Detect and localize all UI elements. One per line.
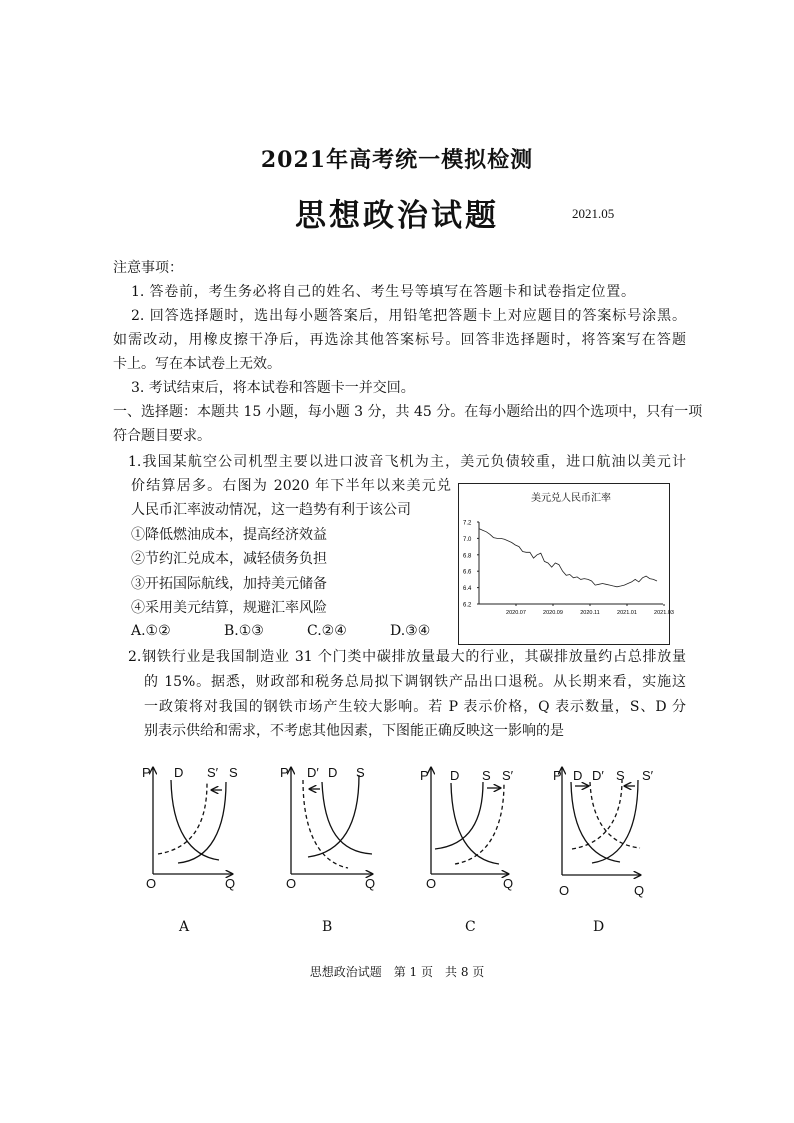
question-1-stem: 价结算居多。右图为 2020 年下半年以来美元兑: [131, 478, 451, 494]
x-tick-label: 2020.09: [543, 610, 563, 616]
graph-c[interactable]: [431, 768, 508, 874]
note-line: 如需改动，用橡皮擦干净后，再选涂其他答案标号。回答非选择题时，将答案写在答题: [113, 332, 686, 348]
section-heading: 符合题目要求。: [113, 428, 211, 444]
question-2-stem: 2.钢铁行业是我国制造业 31 个门类中碳排放量最大的行业，其碳排放量约占总排放量: [128, 649, 686, 665]
label-q: Q: [634, 883, 645, 898]
chart-title: 美元兑人民币汇率: [531, 493, 611, 504]
demand-curve-d: [171, 780, 219, 860]
label-q: Q: [225, 876, 236, 891]
graph-option-d[interactable]: D: [593, 919, 605, 935]
label-d: D: [450, 768, 460, 783]
label-s-prime: S′: [642, 768, 654, 783]
label-q: Q: [503, 876, 514, 891]
x-tick-label: 2020.11: [580, 610, 600, 616]
label-p: P: [142, 765, 151, 780]
label-o: O: [426, 876, 437, 891]
demand-curve-d-prime: [303, 780, 348, 868]
y-tick-label: 6.4: [463, 586, 472, 593]
label-s: S: [616, 768, 625, 783]
question-1-stem: 1.我国某航空公司机型主要以进口波音飞机为主，美元负债较重，进口航油以美元计: [128, 454, 686, 470]
exam-title: 2021年高考统一模拟检测: [260, 147, 534, 173]
demand-curve-d: [322, 782, 372, 854]
supply-curve-s-prime: [592, 780, 638, 863]
label-d: D: [174, 765, 184, 780]
x-tick-label: 2020.07: [506, 610, 526, 616]
graph-b[interactable]: [291, 768, 372, 874]
y-tick-label: 6.2: [463, 602, 472, 609]
label-s-prime: S′: [207, 765, 219, 780]
question-1-item: ④采用美元结算，规避汇率风险: [131, 600, 327, 616]
supply-curve-s-prime: [455, 783, 504, 864]
label-s: S: [356, 765, 365, 780]
question-1-item: ③开拓国际航线，加持美元储备: [131, 576, 327, 592]
y-tick-label: 7.2: [463, 520, 472, 527]
question-1-stem: 人民币汇率波动情况，这一趋势有利于该公司: [131, 502, 411, 518]
option-b[interactable]: B.①③: [224, 623, 264, 639]
exchange-rate-plot: [459, 484, 674, 646]
question-1-item: ①降低燃油成本，提高经济效益: [131, 527, 327, 543]
label-s: S: [229, 765, 238, 780]
question-1-item: ②节约汇兑成本，减轻债务负担: [131, 551, 327, 567]
label-p: P: [553, 768, 562, 783]
label-p: P: [420, 768, 429, 783]
option-a[interactable]: A.①②: [131, 623, 171, 639]
y-tick-label: 6.6: [463, 569, 472, 576]
question-2-stem: 别表示供给和需求，不考虑其他因素，下图能正确反映这一影响的是: [144, 723, 564, 739]
label-s-prime: S′: [502, 768, 514, 783]
label-q: Q: [365, 876, 376, 891]
question-2-stem: 的 15%。据悉，财政部和税务总局拟下调钢铁产品出口退税。从长期来看，实施这: [144, 674, 686, 690]
label-d-prime: D′: [307, 765, 319, 780]
note-line: 卡上。写在本试卷上无效。: [113, 356, 281, 372]
graph-option-c[interactable]: C: [465, 919, 476, 935]
note-line: 1. 答卷前，考生务必将自己的姓名、考生号等填写在答题卡和试卷指定位置。: [131, 284, 635, 300]
page-footer: 思想政治试题 第 1 页 共 8 页: [309, 965, 485, 979]
demand-curve-d-prime: [590, 782, 640, 848]
supply-curve-s: [178, 782, 226, 863]
supply-demand-graphs: [0, 750, 794, 900]
rate-series-line: [479, 529, 657, 587]
supply-curve-s: [308, 775, 359, 857]
label-o: O: [559, 883, 570, 898]
label-p: P: [280, 765, 289, 780]
x-tick-label: 2021.03: [654, 610, 674, 616]
graph-option-b[interactable]: B: [322, 919, 333, 935]
option-c[interactable]: C.②④: [307, 623, 347, 639]
notes-heading: 注意事项：: [113, 260, 183, 276]
exam-date: 2021.05: [572, 206, 615, 221]
subject-title: 思想政治试题: [295, 198, 499, 234]
label-o: O: [146, 876, 157, 891]
x-tick-label: 2021.01: [617, 610, 637, 616]
y-tick-label: 7.0: [463, 536, 472, 543]
label-d-prime: D′: [592, 768, 604, 783]
supply-curve-s: [435, 782, 483, 849]
y-tick-label: 6.8: [463, 553, 472, 560]
question-2-stem: 一政策将对我国的钢铁市场产生较大影响。若 P 表示价格，Q 表示数量，S、D 分: [144, 699, 686, 715]
label-o: O: [286, 876, 297, 891]
graph-a[interactable]: [153, 768, 232, 874]
label-d: D: [328, 765, 338, 780]
label-d: D: [573, 768, 583, 783]
section-heading: 一、选择题：本题共 15 小题，每小题 3 分，共 45 分。在每小题给出的四个选项中，只有一项: [113, 404, 703, 420]
supply-curve-s-prime: [158, 783, 207, 854]
note-line: 3. 考试结束后，将本试卷和答题卡一并交回。: [131, 380, 415, 396]
note-line: 2. 回答选择题时，选出每小题答案后，用铅笔把答题卡上对应题目的答案标号涂黑。: [131, 308, 686, 324]
graph-d[interactable]: [562, 768, 640, 875]
option-d[interactable]: D.③④: [390, 623, 431, 639]
label-s: S: [482, 768, 491, 783]
graph-option-a[interactable]: A: [179, 919, 190, 935]
exchange-rate-chart: [458, 483, 674, 645]
